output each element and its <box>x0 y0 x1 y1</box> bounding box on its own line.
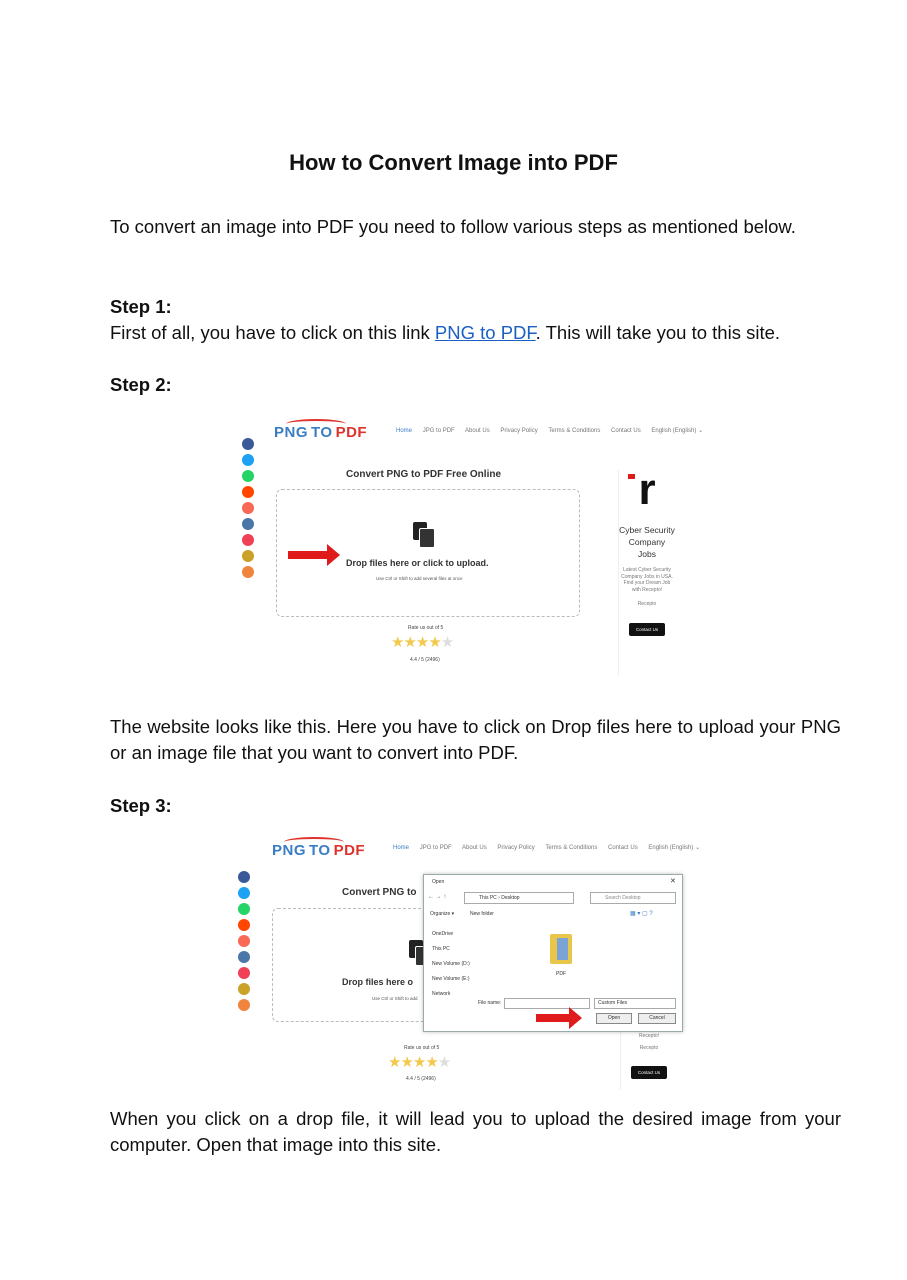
step-1-text-after: . This will take you to this site. <box>535 322 781 343</box>
flower-icon[interactable] <box>242 550 254 562</box>
nav-privacy[interactable]: Privacy Policy <box>500 428 538 434</box>
drop-subtext: Use Ctrl or Shift to add several files at once <box>376 576 463 581</box>
site-heading-2: Convert PNG to <box>342 887 417 898</box>
flower-icon-2[interactable] <box>238 983 250 995</box>
pocket-icon-2[interactable] <box>238 967 250 979</box>
step-3-label: Step 3: <box>110 795 172 816</box>
facebook-icon-2[interactable] <box>238 871 250 883</box>
ad-panel-2[interactable] <box>620 1026 677 1090</box>
ad-panel[interactable] <box>618 465 675 675</box>
vk-icon-2[interactable] <box>238 951 250 963</box>
page-title: How to Convert Image into PDF <box>289 150 618 175</box>
ad-source-2: Recepto <box>639 1045 659 1051</box>
nav-jpg-to-pdf[interactable]: JPG to PDF <box>422 428 455 434</box>
search-placeholder: Search Desktop <box>605 895 641 901</box>
rating-stars-2[interactable]: ★★★★★ <box>388 1054 451 1071</box>
nav-contact[interactable]: Contact Us <box>611 428 641 434</box>
rating-text-2: 4.4 / 5 (2496) <box>406 1076 436 1082</box>
file-name-label: File name: <box>478 1000 502 1006</box>
folder-tree <box>432 927 470 1002</box>
png-to-pdf-link[interactable]: PNG to PDF <box>434 322 536 343</box>
drop-text[interactable]: Drop files here or click to upload. <box>346 558 489 568</box>
nav-language-2[interactable]: English (English) ⌄ <box>648 845 701 851</box>
twitter-icon-2[interactable] <box>238 887 250 899</box>
vk-icon[interactable] <box>242 518 254 530</box>
patreon-icon[interactable] <box>242 502 254 514</box>
reddit-icon-2[interactable] <box>238 919 250 931</box>
cancel-button[interactable]: Cancel <box>638 1013 676 1024</box>
address-path: This PC › Desktop <box>479 895 520 901</box>
logo-swoosh-icon <box>286 419 346 429</box>
rating-stars[interactable]: ★★★★★ <box>391 634 454 651</box>
dialog-nav-arrows-icon[interactable]: ← → ↑ <box>428 894 447 900</box>
rate-label: Rate us out of 5 <box>408 625 444 631</box>
tree-item-onedrive[interactable]: OneDrive <box>432 931 454 937</box>
step-3-screenshot <box>236 830 716 1092</box>
nav-language[interactable]: English (English) ⌄ <box>651 428 704 434</box>
tree-item-network[interactable]: Network <box>432 991 451 997</box>
social-bar-2 <box>238 871 250 1015</box>
ad-logo <box>619 465 675 514</box>
file-type-select[interactable] <box>594 998 676 1009</box>
files-icon-2 <box>409 940 423 958</box>
tree-item-volume-d[interactable]: New Volume (D:) <box>432 961 470 967</box>
view-options-icon[interactable]: ▦ ▾ ▢ ? <box>630 911 653 917</box>
whatsapp-icon-2[interactable] <box>238 903 250 915</box>
nav-terms[interactable]: Terms & Conditions <box>548 428 601 434</box>
search-desktop-field[interactable] <box>590 892 676 904</box>
step-1-label: Step 1: <box>110 296 172 317</box>
logo-pdf-text-2: PDF <box>333 842 366 859</box>
share-icon[interactable] <box>242 566 254 578</box>
ad-tail: Recepto! <box>638 1032 659 1039</box>
patreon-icon-2[interactable] <box>238 935 250 947</box>
step-2-screenshot <box>236 412 704 676</box>
share-icon-2[interactable] <box>238 999 250 1011</box>
nav-privacy-2[interactable]: Privacy Policy <box>497 845 535 851</box>
ad-logo-letter: r <box>638 465 656 514</box>
whatsapp-icon[interactable] <box>242 470 254 482</box>
step-2-label: Step 2: <box>110 374 172 395</box>
logo-pdf-text: PDF <box>335 424 368 441</box>
dialog-title: Open <box>432 879 445 885</box>
site-nav-2 <box>393 844 709 851</box>
logo-to-text-2: TO <box>309 842 331 859</box>
pdf-folder-label: PDF <box>556 971 566 977</box>
drop-text-2[interactable]: Drop files here o <box>342 977 414 987</box>
files-icon <box>413 522 427 540</box>
dialog-close-icon[interactable]: ✕ <box>670 878 676 885</box>
rating-text: 4.4 / 5 (2496) <box>410 657 440 663</box>
intro-paragraph: To convert an image into PDF you need to follow various steps as mentioned below. <box>110 216 796 237</box>
step-1-text-before: First of all, you have to click on this link <box>110 322 435 343</box>
drop-subtext-2: Use Ctrl or Shift to add <box>372 996 418 1001</box>
social-bar <box>242 438 254 582</box>
nav-jpg-to-pdf-2[interactable]: JPG to PDF <box>419 845 452 851</box>
logo-swoosh-icon-2 <box>284 837 344 847</box>
step-3-caption: When you click on a drop file, it will lead you to upload the desired image from your computer. Open that image into this site. <box>110 1108 841 1155</box>
nav-home-2[interactable]: Home <box>393 845 410 851</box>
site-logo <box>274 424 367 441</box>
site-logo-2 <box>272 842 365 859</box>
rate-label-2: Rate us out of 5 <box>404 1045 440 1051</box>
address-bar[interactable] <box>464 892 574 904</box>
open-file-dialog[interactable] <box>423 874 683 1032</box>
ad-body: Latest Cyber Security Company Jobs in USA. Find your Dream Job with Recepto! <box>621 567 673 593</box>
site-nav <box>396 427 712 434</box>
red-arrow-icon-2 <box>536 1014 570 1022</box>
logo-to-text: TO <box>311 424 333 441</box>
nav-home[interactable]: Home <box>396 428 413 434</box>
step-1-text <box>110 320 841 346</box>
nav-about-2[interactable]: About Us <box>462 845 487 851</box>
logo-png-text-2: PNG <box>272 842 307 859</box>
reddit-icon[interactable] <box>242 486 254 498</box>
site-heading: Convert PNG to PDF Free Online <box>346 469 502 480</box>
step-2-caption: The website looks like this. Here you have to click on Drop files here to upload your PNG or an image file that you want to convert into PDF. <box>110 716 841 763</box>
ad-contact-button[interactable]: Contact Us <box>629 623 665 636</box>
tree-item-volume-e[interactable]: New Volume (E:) <box>432 976 470 982</box>
file-type-value: Custom Files <box>598 1000 628 1006</box>
tree-item-this-pc[interactable]: This PC <box>432 946 450 952</box>
new-folder-button[interactable]: New folder <box>470 911 494 917</box>
logo-png-text: PNG <box>274 424 309 441</box>
organize-menu[interactable]: Organize ▾ <box>430 911 455 917</box>
ad-contact-button-2[interactable]: Contact Us <box>631 1066 667 1079</box>
pocket-icon[interactable] <box>242 534 254 546</box>
pdf-folder-icon[interactable] <box>550 934 572 964</box>
ad-headline: Cyber Security Company Jobs <box>619 525 675 559</box>
nav-terms-2[interactable]: Terms & Conditions <box>545 845 598 851</box>
nav-about[interactable]: About Us <box>465 428 490 434</box>
ad-source: Recepto <box>637 601 657 607</box>
twitter-icon[interactable] <box>242 454 254 466</box>
nav-contact-2[interactable]: Contact Us <box>608 845 638 851</box>
open-button[interactable]: Open <box>596 1013 632 1024</box>
facebook-icon[interactable] <box>242 438 254 450</box>
red-arrow-icon <box>288 551 328 559</box>
